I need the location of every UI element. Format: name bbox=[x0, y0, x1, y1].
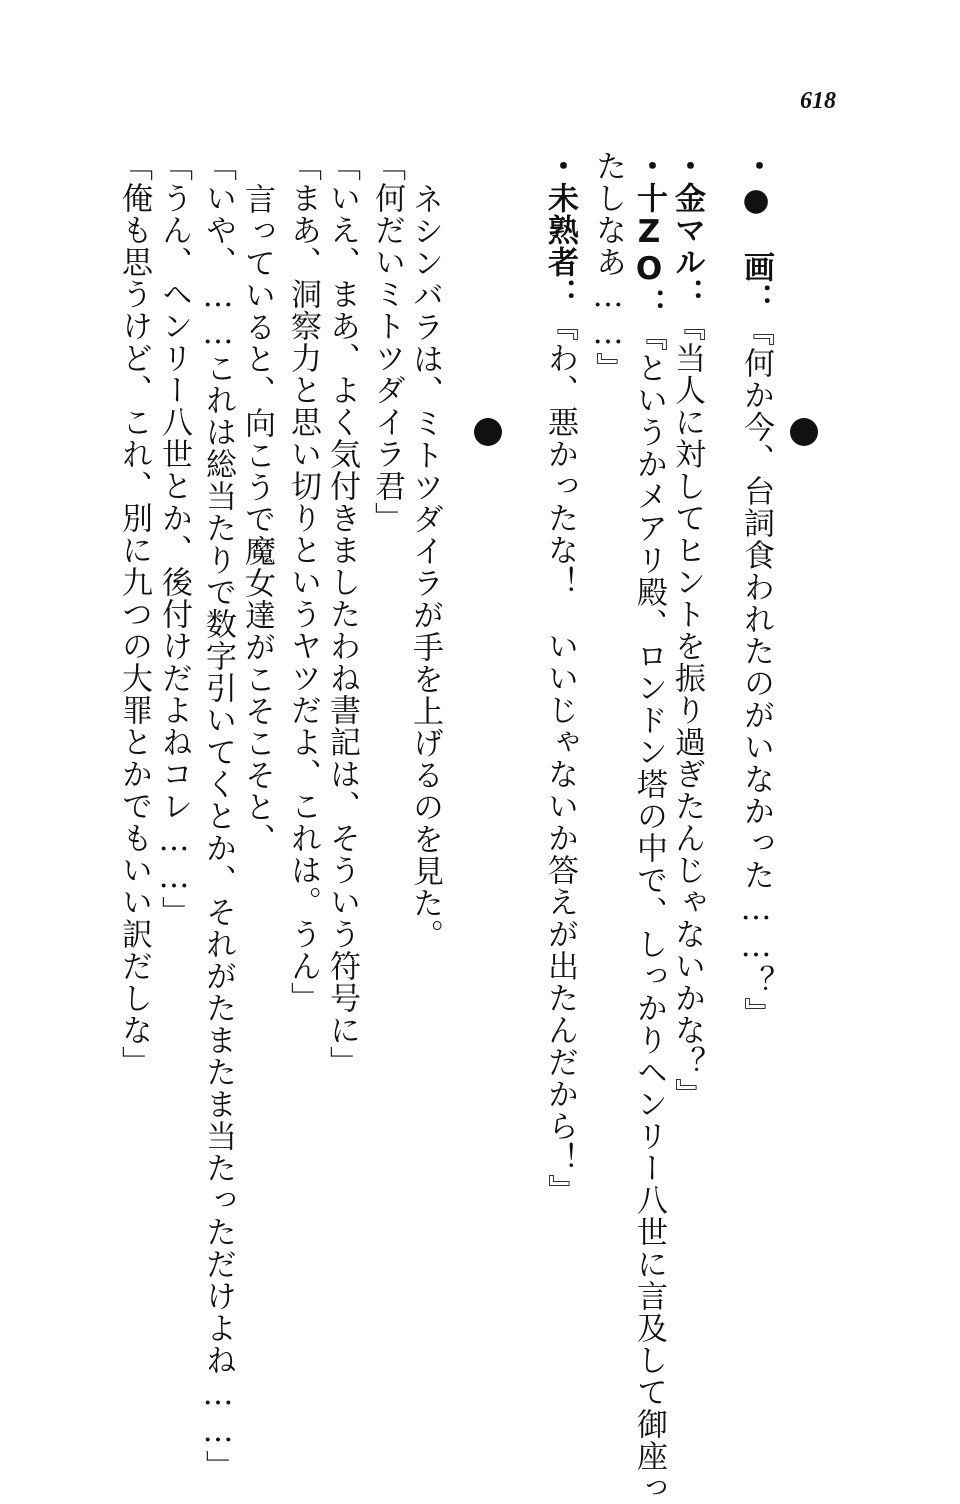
body-line-1: ネシンバラは、ミトツダイラが手を上げるのを見た。 bbox=[407, 183, 443, 951]
credit-text: 『当人に対してヒントを振り過ぎたんじゃないかな？』 bbox=[669, 310, 705, 1110]
section-divider-bullet bbox=[790, 418, 818, 446]
credit-speaker: ・● 画： bbox=[738, 150, 774, 315]
credit-text: 『何か今、台詞食われたのがいなかった……？』 bbox=[738, 315, 774, 1029]
body-line-5: 言っていると、向こうで魔女達がこそこそと、 bbox=[239, 183, 275, 855]
body-line-4: 「まあ、洞察力と思い切りというヤツだよ、これは。うん」 bbox=[285, 150, 321, 1014]
credit-text: 『というかメアリ殿、ロンドン塔の中で、しっかりヘンリー八世に言及して御座っ bbox=[631, 320, 667, 1504]
body-line-6: 「いや、……これは総当たりで数字引いてくとか、それがたまたま当たっただけよね……」 bbox=[200, 150, 236, 1482]
credit-line-4 bbox=[588, 150, 628, 384]
body-line-7: 「うん、ヘンリー八世とか、後付けだよねコレ……」 bbox=[156, 150, 192, 928]
credit-line-3 bbox=[629, 150, 669, 1504]
credit-speaker: ・十ZO： bbox=[631, 150, 667, 320]
body-line-2: 「何だいミトツダイラ君」 bbox=[369, 150, 405, 534]
page-number: 618 bbox=[800, 88, 836, 114]
body-line-3: 「いえ、まあ、よく気付きましたわね書記は、そういう符号に」 bbox=[324, 150, 360, 1078]
section-divider-bullet bbox=[474, 418, 502, 446]
credit-text: 『わ、悪かったな！ いいじゃないか答えが出たんだから！』 bbox=[542, 310, 578, 1206]
credit-speaker: ・未熟者： bbox=[542, 150, 578, 310]
credit-line-1 bbox=[736, 150, 776, 1029]
credit-line-2 bbox=[667, 150, 707, 1110]
credit-line-5 bbox=[540, 150, 580, 1206]
credit-text: たしなあ……』 bbox=[590, 150, 626, 384]
credit-speaker: ・金マル： bbox=[669, 150, 705, 310]
body-line-8: 「俺も思うけど、これ、別に九つの大罪とかでもいい訳だしな」 bbox=[116, 150, 152, 1078]
